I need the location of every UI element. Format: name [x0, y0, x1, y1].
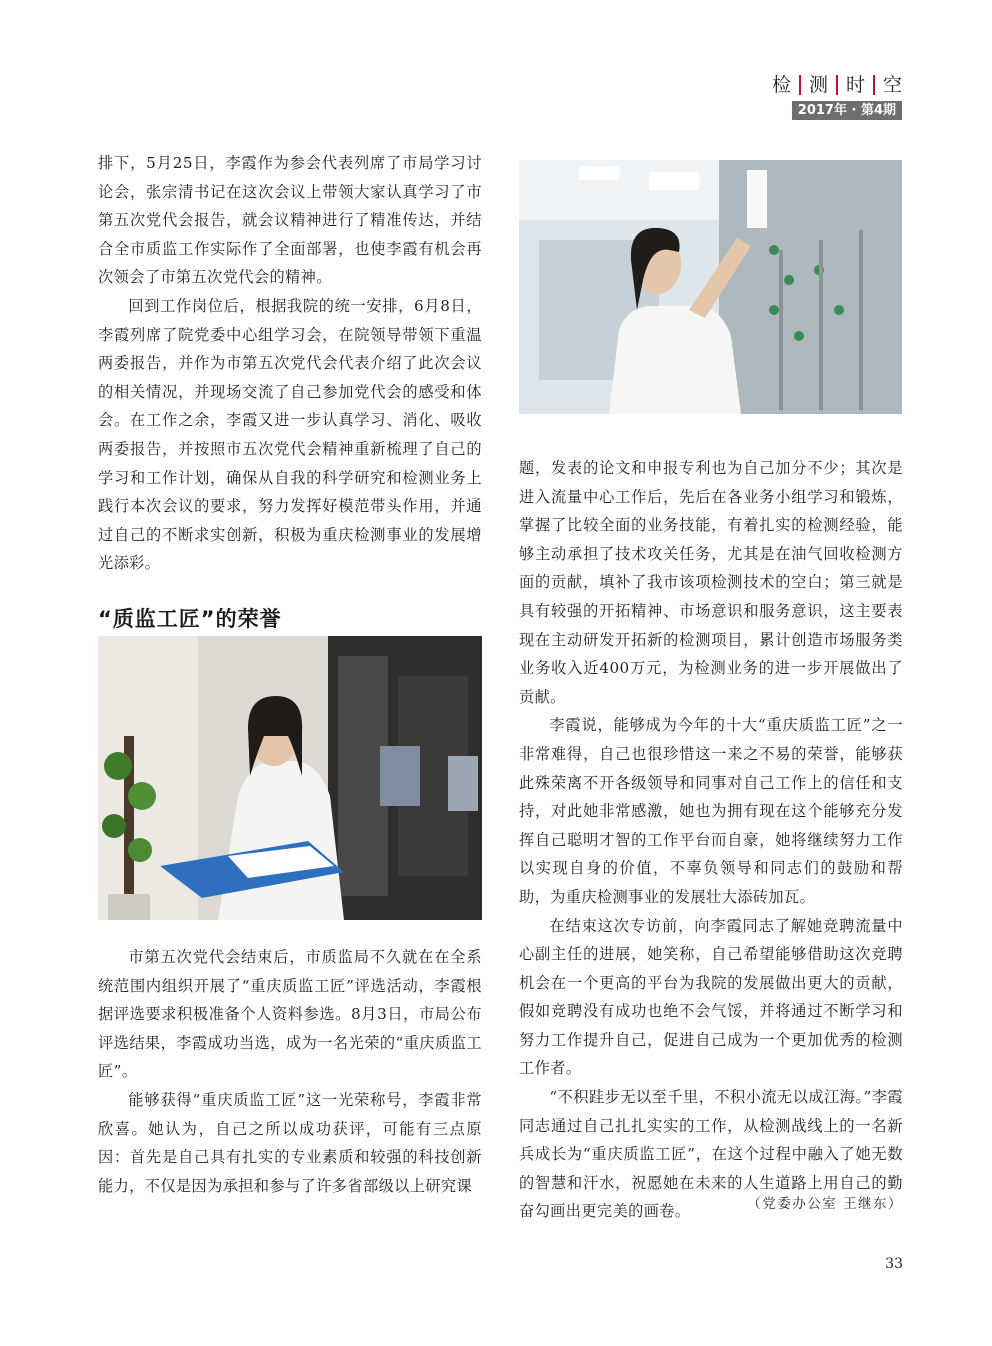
masthead: [764, 74, 902, 120]
paragraph: “不积跬步无以至千里，不积小流无以成江海。”李霞同志通过自己扎扎实实的工作，从检测战线上的一名新兵成长为“重庆质监工匠”，在这个过程中融入了她无数的智慧和汗水，祝愿她在未来的人生道路上用自己的勤奋勾画出更完美的画卷。: [519, 1088, 903, 1221]
title-char: 时: [845, 74, 865, 96]
left-column-bottom: [98, 943, 482, 1200]
photo-illustration: [519, 160, 902, 414]
title-char: 空: [882, 74, 902, 96]
paragraph: 在结束这次专访前，向李霞同志了解她竞聘流量中心副主任的进展，她笑称，自己希望能够借助这次竞聘机会在一个更高的平台为我院的发展做出更大的贡献，假如竞聘没有成功也绝不会气馁，并将通过不断学习和努力工作提升自己，促进自己成为一个更加优秀的检测工作者。: [519, 916, 903, 1078]
paragraph: 排下，5月25日，李霞作为参会代表列席了市局学习讨论会，张宗清书记在这次会议上带领大家认真学习了市第五次党代会报告，就会议精神进行了精准传达，并结合全市质监工作实际作了全面部署，也使李霞有机会再次领会了市第五次党代会的精神。: [98, 154, 482, 287]
title-char: 测: [808, 74, 828, 96]
paragraph: 题，发表的论文和申报专利也为自己加分不少；其次是进入流量中心工作后，先后在各业务小组学习和锻炼，掌握了比较全面的业务技能，有着扎实的检测经验，能够主动承担了技术攻关任务，尤其是在油气回收检测方面的贡献，填补了我市该项检测技术的空白；第三就是具有较强的开拓精神、市场意识和服务意识，这主要表现在主动研发开拓新的检测项目，累计创造市场服务类业务收入近400万元，为检测业务的进一步开展做出了贡献。: [519, 459, 903, 706]
magazine-title: [764, 74, 902, 96]
paragraph: 市第五次党代会结束后，市质监局不久就在在全系统范围内组织开展了“重庆质监工匠”评选活动，李霞根据评选要求积极准备个人资料参选。8月3日，市局公布评选结果，李霞成功当选，成为一名光荣的“重庆质监工匠”。: [98, 948, 482, 1081]
paragraph: 能够获得“重庆质监工匠”这一光荣称号，李霞非常欣喜。她认为，自己之所以成功获评，可能有三点原因：首先是自己具有扎实的专业素质和较强的科技创新能力，不仅是因为承担和参与了许多省部级以上研究课: [98, 1090, 482, 1195]
left-column-top: [98, 149, 482, 578]
author-signature: （党委办公室 王继东）: [747, 1196, 903, 1212]
issue-badge: 2017年 · 第4期: [792, 101, 902, 120]
right-column: [519, 454, 903, 1226]
paragraph: 李霞说，能够成为今年的十大“重庆质监工匠”之一非常难得，自己也很珍惜这一来之不易的荣誉，能够获此殊荣离不开各级领导和同事对自己工作上的信任和支持，对此她非常感激，她也为拥有现在这个能够充分发挥自己聪明才智的工作平台而自豪，她将继续努力工作以实现自身的价值，不辜负领导和同志们的鼓励和帮助，为重庆检测事业的发展壮大添砖加瓦。: [519, 716, 903, 906]
photo-illustration: [98, 636, 482, 920]
paragraph: 回到工作岗位后，根据我院的统一安排，6月8日，李霞列席了院党委中心组学习会，在院领导带领下重温两委报告，并作为市第五次党代会代表介绍了此次会议的相关情况，并现场交流了自己参加党代会的感受和体会。在工作之余，李霞又进一步认真学习、消化、吸收两委报告，并按照市五次党代会精神重新梳理了自己的学习和工作计划，确保从自我的科学研究和检测业务上践行本次会议的要求，努力发挥好模范带头作用，并通过自己的不断求实创新，积极为重庆检测事业的发展增光添彩。: [98, 296, 482, 573]
photo-woman-at-panel: [519, 160, 902, 414]
section-heading: “质监工匠”的荣誉: [98, 607, 282, 631]
photo-woman-reading-folder: [98, 636, 482, 920]
page-number: 33: [885, 1256, 903, 1272]
title-char: 检: [771, 74, 791, 96]
